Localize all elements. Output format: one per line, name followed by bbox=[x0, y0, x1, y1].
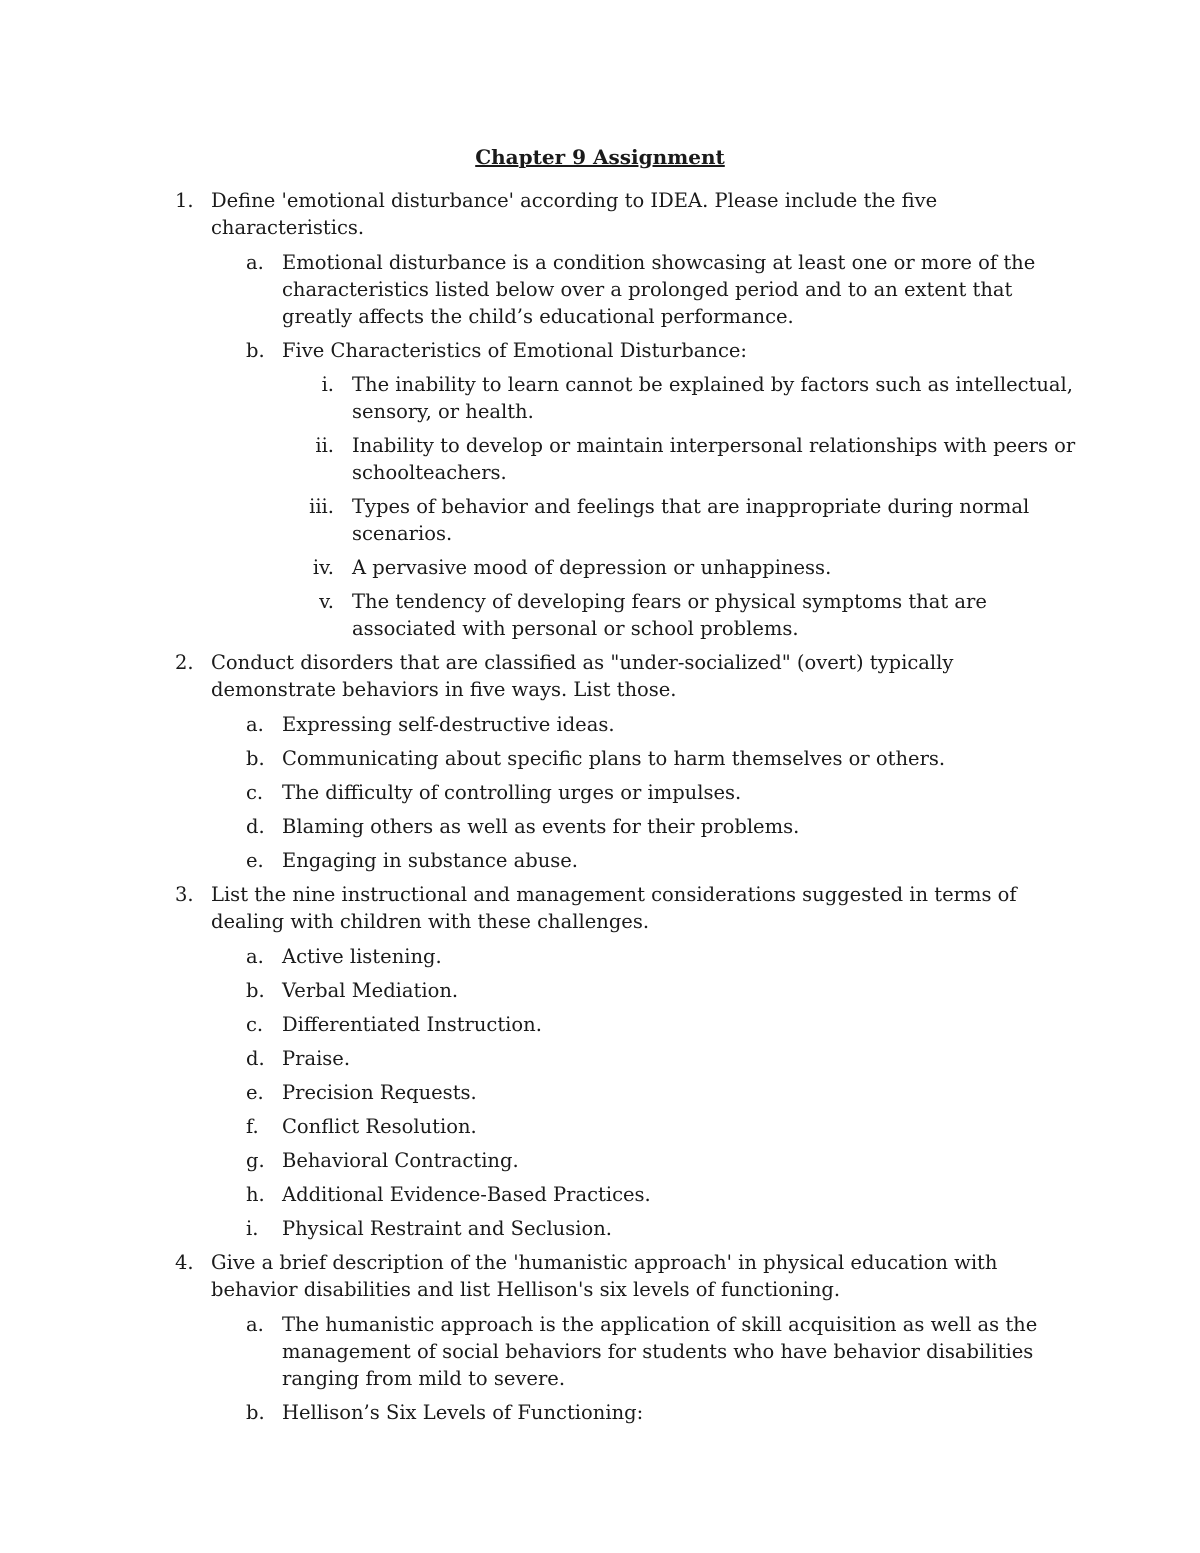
answer-item bbox=[0, 711, 1200, 738]
question-text: Conduct disorders that are classified as "under-socialized" (overt) typically demonstrate behaviors in five ways. List those. bbox=[211, 651, 954, 701]
answer-item bbox=[0, 1399, 1200, 1426]
answer-item bbox=[0, 1215, 1200, 1242]
roman-numeral: ii. bbox=[315, 434, 334, 457]
answer-letter: a. bbox=[246, 251, 264, 274]
characteristic-text: The tendency of developing fears or physical symptoms that are associated with personal or school problems. bbox=[352, 590, 987, 640]
answer-letter: b. bbox=[246, 979, 265, 1002]
question-list bbox=[0, 187, 1200, 1433]
answer-text: Physical Restraint and Seclusion. bbox=[282, 1217, 612, 1240]
question-text: List the nine instructional and management considerations suggested in terms of dealing with children with these challenges. bbox=[211, 883, 1017, 933]
answer-text: Verbal Mediation. bbox=[282, 979, 459, 1002]
characteristic-text: Types of behavior and feelings that are inappropriate during normal scenarios. bbox=[352, 495, 1030, 545]
answer-letter: d. bbox=[246, 815, 265, 838]
characteristic-text: A pervasive mood of depression or unhappiness. bbox=[352, 556, 832, 579]
answer-item bbox=[0, 813, 1200, 840]
answer-letter: e. bbox=[246, 849, 264, 872]
answer-letter: b. bbox=[246, 1401, 265, 1424]
answer-item bbox=[0, 1079, 1200, 1106]
answer-letter: a. bbox=[246, 1313, 264, 1336]
characteristic-item bbox=[0, 554, 1200, 581]
answer-letter: a. bbox=[246, 945, 264, 968]
answer-text: Behavioral Contracting. bbox=[282, 1149, 519, 1172]
answer-text: Expressing self-destructive ideas. bbox=[282, 713, 615, 736]
question-number: 3. bbox=[175, 883, 194, 906]
question-number: 1. bbox=[175, 189, 194, 212]
answer-item bbox=[0, 1181, 1200, 1208]
question-item bbox=[0, 1249, 1200, 1303]
answer-text: The difficulty of controlling urges or impulses. bbox=[282, 781, 742, 804]
characteristic-item bbox=[0, 588, 1200, 642]
answer-letter: d. bbox=[246, 1047, 265, 1070]
characteristic-text: Inability to develop or maintain interpersonal relationships with peers or schoolteachers. bbox=[352, 434, 1076, 484]
question-item bbox=[0, 649, 1200, 703]
answer-letter: h. bbox=[246, 1183, 265, 1206]
characteristic-text: The inability to learn cannot be explained by factors such as intellectual, sensory, or health. bbox=[352, 373, 1073, 423]
answer-letter: b. bbox=[246, 339, 265, 362]
answer-text: Conflict Resolution. bbox=[282, 1115, 477, 1138]
answer-text: Emotional disturbance is a condition showcasing at least one or more of the characteristics listed below over a prolonged period and to an extent that greatly affects the child’s educational performance. bbox=[282, 251, 1036, 328]
characteristic-item bbox=[0, 432, 1200, 486]
question-text: Give a brief description of the 'humanistic approach' in physical education with behavior disabilities and list Hellison's six levels of functioning. bbox=[211, 1251, 998, 1301]
answer-text: Active listening. bbox=[282, 945, 442, 968]
answer-letter: i. bbox=[246, 1217, 259, 1240]
answer-text: Hellison’s Six Levels of Functioning: bbox=[282, 1401, 644, 1424]
answer-text: Blaming others as well as events for their problems. bbox=[282, 815, 800, 838]
roman-numeral: i. bbox=[321, 373, 334, 396]
answer-item bbox=[0, 337, 1200, 364]
answer-letter: b. bbox=[246, 747, 265, 770]
answer-letter: c. bbox=[246, 781, 264, 804]
question-item bbox=[0, 187, 1200, 241]
answer-text: The humanistic approach is the application of skill acquisition as well as the management of social behaviors for students who have behavior disabilities ranging from mild to severe. bbox=[282, 1313, 1038, 1390]
answer-letter: c. bbox=[246, 1013, 264, 1036]
answer-item bbox=[0, 779, 1200, 806]
roman-numeral: iii. bbox=[309, 495, 334, 518]
roman-numeral: iv. bbox=[312, 556, 334, 579]
answer-text: Precision Requests. bbox=[282, 1081, 477, 1104]
answer-letter: g. bbox=[246, 1149, 265, 1172]
answer-text: Engaging in substance abuse. bbox=[282, 849, 579, 872]
answer-item bbox=[0, 977, 1200, 1004]
question-number: 4. bbox=[175, 1251, 194, 1274]
answer-text: Differentiated Instruction. bbox=[282, 1013, 542, 1036]
roman-numeral: v. bbox=[319, 590, 334, 613]
question-number: 2. bbox=[175, 651, 194, 674]
answer-item bbox=[0, 847, 1200, 874]
answer-item bbox=[0, 1147, 1200, 1174]
answer-text: Communicating about specific plans to harm themselves or others. bbox=[282, 747, 946, 770]
answer-item bbox=[0, 745, 1200, 772]
characteristic-item bbox=[0, 493, 1200, 547]
answer-item bbox=[0, 1011, 1200, 1038]
question-item bbox=[0, 881, 1200, 935]
answer-item bbox=[0, 1311, 1200, 1392]
answer-item bbox=[0, 249, 1200, 330]
answer-item bbox=[0, 943, 1200, 970]
answer-text: Five Characteristics of Emotional Disturbance: bbox=[282, 339, 747, 362]
question-text: Define 'emotional disturbance' according to IDEA. Please include the five characteristics. bbox=[211, 189, 938, 239]
answer-letter: a. bbox=[246, 713, 264, 736]
answer-letter: e. bbox=[246, 1081, 264, 1104]
page-title: Chapter 9 Assignment bbox=[475, 145, 725, 169]
answer-text: Additional Evidence-Based Practices. bbox=[282, 1183, 651, 1206]
answer-letter: f. bbox=[246, 1115, 259, 1138]
answer-text: Praise. bbox=[282, 1047, 351, 1070]
characteristic-item bbox=[0, 371, 1200, 425]
answer-item bbox=[0, 1113, 1200, 1140]
answer-item bbox=[0, 1045, 1200, 1072]
